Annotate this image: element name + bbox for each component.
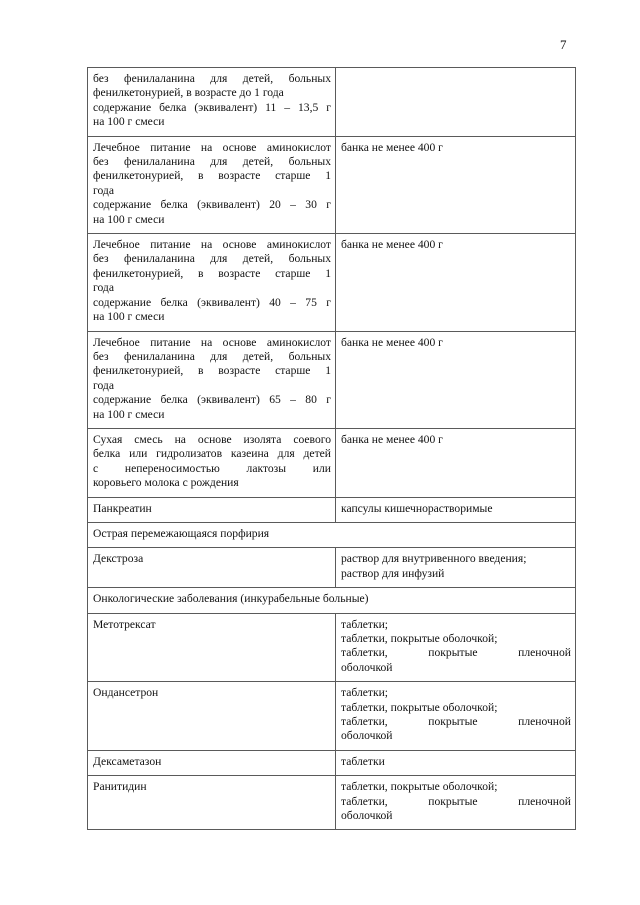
text-line: раствор для внутривенного введения; (341, 552, 527, 566)
text-line: фенилкетонурией, в возрасте до 1 года (93, 86, 284, 100)
text-line: без фенилаланина для детей, больных (93, 252, 331, 266)
text-line: без фенилаланина для детей, больных (93, 349, 331, 363)
text-line: оболочкой (341, 660, 393, 674)
table-row (88, 613, 576, 682)
table-row (88, 428, 576, 497)
drug-name-cell (88, 234, 336, 331)
text-line: содержание белка (эквивалент) 65 – 80 г (93, 393, 331, 407)
dosage-form-cell (336, 331, 576, 428)
text-line: капсулы кишечнорастворимые (341, 501, 493, 515)
drug-name-cell (88, 497, 336, 522)
section-title: Острая перемежающаяся порфирия (88, 522, 576, 547)
text-line: Лечебное питание на основе аминокислот (93, 140, 331, 154)
text-line: банка не менее 400 г (341, 238, 443, 252)
text-line: раствор для инфузий (341, 566, 445, 580)
table-row (88, 136, 576, 233)
text-line: банка не менее 400 г (341, 432, 443, 446)
text-line: таблетки (341, 754, 385, 768)
dosage-form-cell (336, 682, 576, 751)
text-line: Метотрексат (93, 617, 156, 631)
text-line: таблетки, покрытые оболочкой; (341, 700, 498, 714)
section-row (88, 588, 576, 613)
text-line: фенилкетонурией, в возрасте старше 1 (93, 266, 331, 280)
dosage-form-cell (336, 613, 576, 682)
dosage-form-cell (336, 428, 576, 497)
text-line: банка не менее 400 г (341, 140, 443, 154)
text-line: таблетки, покрытые пленочной (341, 794, 571, 808)
drug-name-cell (88, 613, 336, 682)
text-line: таблетки, покрытые оболочкой; (341, 632, 498, 645)
text-line: фенилкетонурией, в возрасте старше 1 (93, 169, 331, 183)
text-line: Декстроза (93, 552, 144, 566)
dosage-form-cell (336, 234, 576, 331)
drug-name-cell (88, 428, 336, 497)
text-line: Лечебное питание на основе аминокислот (93, 335, 331, 349)
text-line: таблетки; (341, 686, 389, 700)
text-line: Панкреатин (93, 501, 152, 515)
dosage-form-cell (336, 136, 576, 233)
text-line: Сухая смесь на основе изолята соевого (93, 432, 331, 446)
text-line: на 100 г смеси (93, 407, 165, 421)
text-line: Дексаметазон (93, 754, 162, 768)
drug-name-cell (88, 750, 336, 775)
text-line: оболочкой (341, 809, 393, 823)
text-line: таблетки; (341, 617, 389, 631)
text-line: Лечебное питание на основе аминокислот (93, 238, 331, 252)
table-row (88, 548, 576, 588)
text-line: оболочкой (341, 729, 393, 743)
dosage-form-cell (336, 548, 576, 588)
page-number: 7 (560, 37, 567, 52)
table-row (88, 497, 576, 522)
text-line: коровьего молока с рождения (93, 476, 239, 490)
table-row (88, 234, 576, 331)
drug-name-cell (88, 331, 336, 428)
text-line: содержание белка (эквивалент) 20 – 30 г (93, 198, 331, 212)
table-row (88, 776, 576, 830)
text-line: на 100 г смеси (93, 212, 165, 226)
section-title: Онкологические заболевания (инкурабельные больные) (88, 588, 576, 613)
table-row (88, 682, 576, 751)
text-line: года (93, 281, 114, 295)
drug-name-cell (88, 136, 336, 233)
text-line: Ондансетрон (93, 686, 159, 700)
drug-name-cell (88, 682, 336, 751)
table-row (88, 750, 576, 775)
text-line: содержание белка (эквивалент) 40 – 75 г (93, 295, 331, 309)
dosage-form-cell (336, 497, 576, 522)
dosage-form-cell (336, 68, 576, 137)
drug-name-cell (88, 548, 336, 588)
text-line: на 100 г смеси (93, 310, 165, 324)
table-row (88, 331, 576, 428)
drug-name-cell (88, 776, 336, 830)
text-line: белка или гидролизатов казеина для детей (93, 447, 331, 461)
text-line: без фенилаланина для детей, больных (93, 155, 331, 169)
text-line: на 100 г смеси (93, 115, 165, 129)
dosage-form-cell (336, 750, 576, 775)
dosage-form-cell (336, 776, 576, 830)
text-line: Ранитидин (93, 780, 147, 794)
text-line: с непереносимостью лактозы или (93, 461, 331, 475)
text-line: банка не менее 400 г (341, 335, 443, 349)
text-line: года (93, 183, 114, 197)
drug-name-cell (88, 68, 336, 137)
text-line: фенилкетонурией, в возрасте старше 1 (93, 364, 331, 378)
table-row (88, 68, 576, 137)
section-row (88, 522, 576, 547)
text-line: таблетки, покрытые пленочной (341, 646, 571, 660)
drug-table (87, 67, 576, 830)
text-line: таблетки, покрытые пленочной (341, 715, 571, 729)
text-line: года (93, 378, 114, 392)
text-line: без фенилаланина для детей, больных (93, 72, 331, 85)
text-line: содержание белка (эквивалент) 11 – 13,5 г (93, 100, 331, 114)
text-line: таблетки, покрытые оболочкой; (341, 780, 498, 794)
